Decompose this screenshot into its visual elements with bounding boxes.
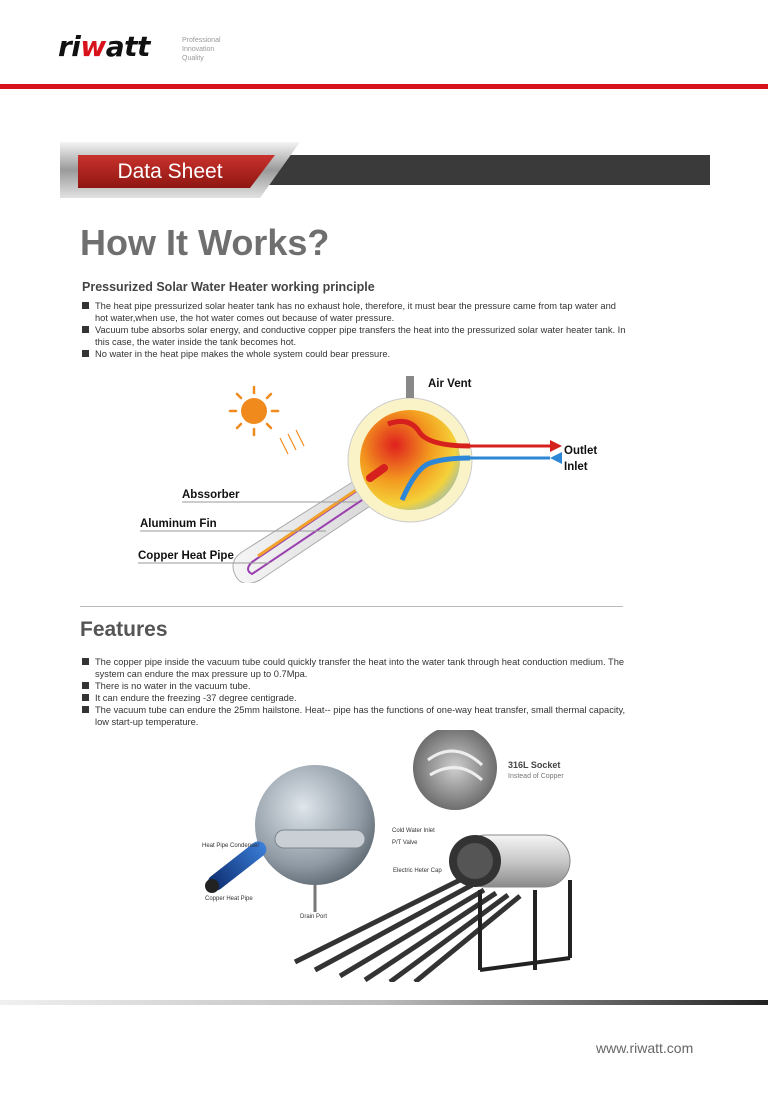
bullet-square-icon [82,694,89,701]
drain-port-label: Drain Port [300,914,328,920]
socket-title: 316L Socket [508,760,561,770]
footer-divider [0,1000,768,1005]
copper-heat-pipe-label: Copper Heat Pipe [138,550,234,562]
inlet-label: Inlet [564,461,588,473]
list-item: There is no water in the vacuum tube. [82,680,630,692]
principle-list [82,300,630,360]
heat-pipe-condenser-label: Heat Pipe Condenser [202,843,260,849]
outlet-arrow-icon [460,440,562,452]
socket-subtitle: Instead of Copper [508,773,564,780]
section-subtitle: Pressurized Solar Water Heater working principle [82,280,375,294]
bullet-square-icon [82,682,89,689]
bullet-square-icon [82,326,89,333]
aluminum-fin-label: Aluminum Fin [140,518,217,530]
bullet-square-icon [82,350,89,357]
air-vent-icon [406,376,414,398]
page-title: How It Works? [80,222,330,263]
tagline-line: Quality [182,55,204,62]
inlet-arrow-icon [460,452,562,464]
bullet-square-icon [82,706,89,713]
bullet-square-icon [82,302,89,309]
working-principle-diagram [130,368,620,583]
list-item: The vacuum tube can endure the 25mm hailstone. Heat-- pipe has the functions of one-way heat transfer, small thermal capacity, low start-up temperature. [82,704,630,728]
brand-logo: riwatt [58,30,150,63]
brand-tagline [182,36,221,63]
cold-water-inlet-label: Cold Water Inlet [392,828,435,834]
banner-label: Data Sheet [117,160,223,183]
features-list [82,656,630,728]
tagline-line: Professional [182,37,221,44]
tank-cutaway [255,765,375,912]
outlet-label: Outlet [564,445,598,457]
air-vent-label: Air Vent [428,378,472,390]
list-item: Vacuum tube absorbs solar energy, and conductive copper pipe transfers the heat into the pressurized solar water heater tank. In this case, the water inside the tank becomes hot. [82,324,630,348]
features-title: Features [80,618,168,641]
copper-heat-pipe-label: Copper Heat Pipe [205,896,253,902]
electric-heater-cap-label: Electric Heter Cap [393,868,442,874]
section-divider [80,606,623,607]
absorber-label: Abssorber [182,489,240,501]
list-item: The copper pipe inside the vacuum tube could quickly transfer the heat into the water tank through heat conduction medium. The system can endure the max pressure up to 0.7Mpa. [82,656,630,680]
water-tank [348,398,472,522]
pt-valve-label: P/T Valve [392,840,418,846]
list-item: No water in the heat pipe makes the whole system could bear pressure. [82,348,630,360]
tagline-line: Innovation [182,46,215,53]
sun-rays-icon [280,430,304,454]
list-item: It can endure the freezing -37 degree centigrade. [82,692,630,704]
bullet-square-icon [82,658,89,665]
product-illustration [190,730,590,982]
header-divider [0,84,768,89]
website-link[interactable]: www.riwatt.com [596,1040,694,1056]
banner-bar [262,155,710,185]
socket-inset [413,730,497,810]
sun-icon [230,387,278,435]
list-item: The heat pipe pressurized solar heater tank has no exhaust hole, therefore, it must bear the pressure came from tap water and hot water,when use, the hot water comes out because of water pressure. [82,300,630,324]
